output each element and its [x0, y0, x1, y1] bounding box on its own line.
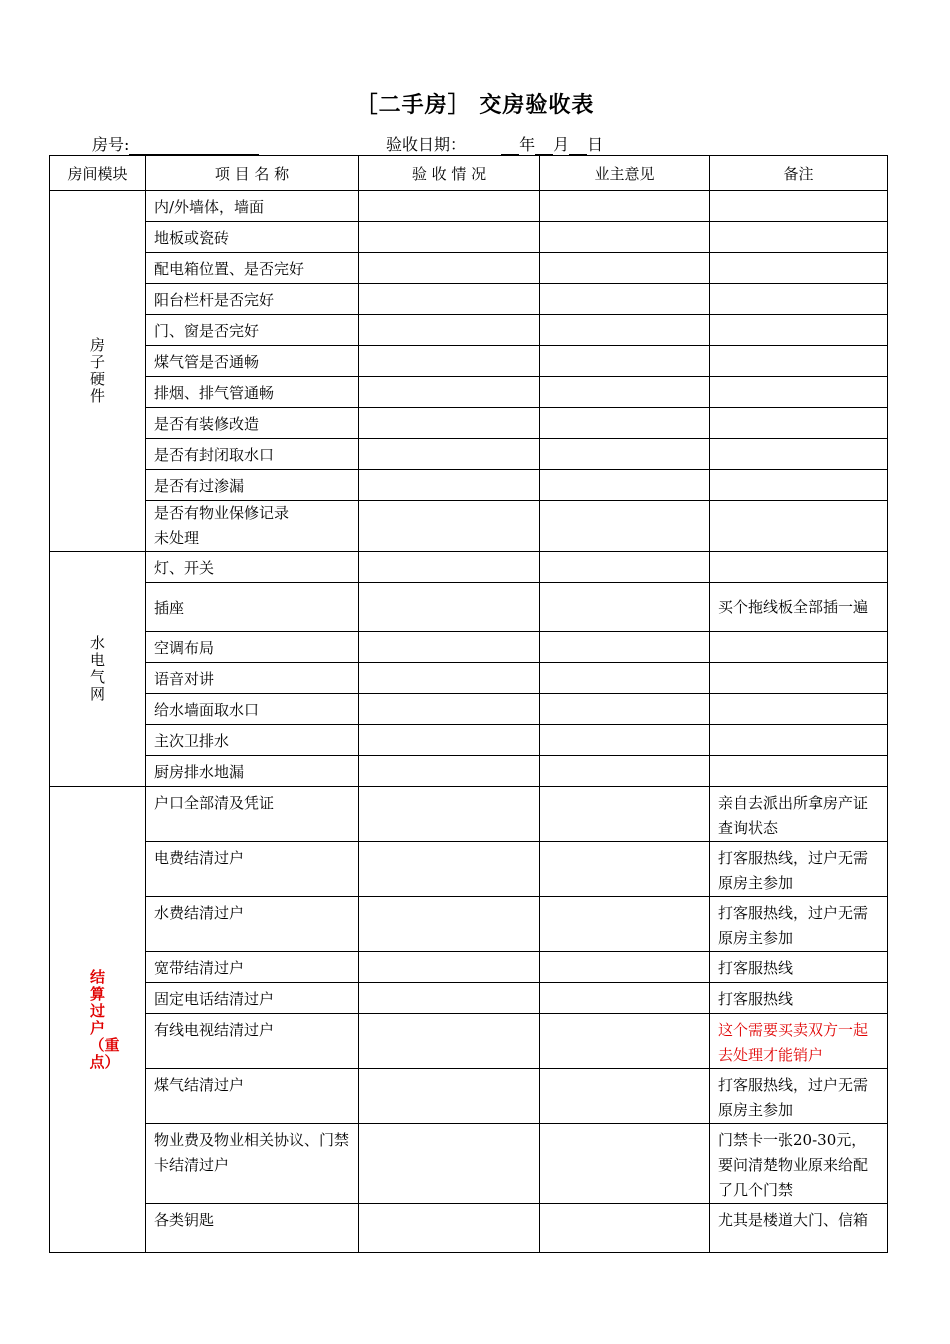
owner-opinion-cell[interactable] [540, 983, 710, 1014]
inspection-cell[interactable] [359, 552, 540, 583]
item-name: 水费结清过户 [146, 897, 359, 952]
owner-opinion-cell[interactable] [540, 694, 710, 725]
owner-opinion-cell[interactable] [540, 501, 710, 552]
owner-opinion-cell[interactable] [540, 408, 710, 439]
table-row [50, 1069, 888, 1124]
note-cell[interactable] [710, 284, 888, 315]
month-blank[interactable] [535, 138, 553, 155]
inspection-cell[interactable] [359, 315, 540, 346]
inspection-cell[interactable] [359, 632, 540, 663]
item-name: 主次卫排水 [146, 725, 359, 756]
owner-opinion-cell[interactable] [540, 222, 710, 253]
table-row [50, 1204, 888, 1253]
item-name: 阳台栏杆是否完好 [146, 284, 359, 315]
note-cell[interactable] [710, 501, 888, 552]
inspection-cell[interactable] [359, 694, 540, 725]
owner-opinion-cell[interactable] [540, 315, 710, 346]
owner-opinion-cell[interactable] [540, 377, 710, 408]
owner-opinion-cell[interactable] [540, 897, 710, 952]
inspection-cell[interactable] [359, 439, 540, 470]
table-row [50, 552, 888, 583]
inspection-cell[interactable] [359, 470, 540, 501]
module-label: 结算过户（重点） [89, 967, 120, 1071]
note-cell[interactable]: 打客服热线，过户无需原房主参加 [710, 1069, 888, 1124]
table-row [50, 470, 888, 501]
table-row [50, 253, 888, 284]
inspection-cell[interactable] [359, 897, 540, 952]
note-cell[interactable] [710, 191, 888, 222]
note-cell[interactable] [710, 315, 888, 346]
inspection-cell[interactable] [359, 725, 540, 756]
inspection-cell[interactable] [359, 1204, 540, 1253]
room-number-label: 房号: [92, 135, 130, 154]
module-cell [50, 552, 146, 787]
owner-opinion-cell[interactable] [540, 470, 710, 501]
inspection-cell[interactable] [359, 377, 540, 408]
item-name: 是否有装修改造 [146, 408, 359, 439]
note-cell[interactable]: 门禁卡一张20-30元，要问清楚物业原来给配了几个门禁 [710, 1124, 888, 1204]
table-row [50, 408, 888, 439]
owner-opinion-cell[interactable] [540, 284, 710, 315]
inspection-cell[interactable] [359, 222, 540, 253]
table-row [50, 284, 888, 315]
note-cell[interactable]: 买个拖线板全部插一遍 [710, 583, 888, 632]
inspection-date-field[interactable] [386, 132, 603, 155]
table-row [50, 787, 888, 842]
item-name: 是否有物业保修记录 未处理 [146, 501, 359, 552]
item-name: 空调布局 [146, 632, 359, 663]
note-cell[interactable] [710, 632, 888, 663]
column-header: 验 收 情 况 [359, 156, 540, 191]
module-cell [50, 191, 146, 552]
note-cell[interactable] [710, 756, 888, 787]
inspection-cell[interactable] [359, 284, 540, 315]
item-name: 是否有封闭取水口 [146, 439, 359, 470]
item-name: 给水墙面取水口 [146, 694, 359, 725]
table-row [50, 632, 888, 663]
table-row [50, 952, 888, 983]
item-name: 门、窗是否完好 [146, 315, 359, 346]
item-name: 地板或瓷砖 [146, 222, 359, 253]
note-cell[interactable] [710, 377, 888, 408]
owner-opinion-cell[interactable] [540, 725, 710, 756]
owner-opinion-cell[interactable] [540, 439, 710, 470]
inspection-cell[interactable] [359, 583, 540, 632]
table-row [50, 694, 888, 725]
page-title: ［二手房］ 交房验收表 [355, 92, 595, 118]
table-row [50, 842, 888, 897]
note-cell[interactable] [710, 253, 888, 284]
year-blank[interactable] [501, 138, 519, 155]
day-label: 日 [587, 135, 604, 154]
item-name: 电费结清过户 [146, 842, 359, 897]
owner-opinion-cell[interactable] [540, 1124, 710, 1204]
table-row [50, 725, 888, 756]
module-label: 房子硬件 [89, 336, 105, 405]
item-name: 煤气管是否通畅 [146, 346, 359, 377]
note-cell[interactable]: 亲自去派出所拿房产证查询状态 [710, 787, 888, 842]
owner-opinion-cell[interactable] [540, 632, 710, 663]
table-row [50, 501, 888, 552]
note-cell[interactable] [710, 439, 888, 470]
note-cell[interactable] [710, 408, 888, 439]
note-cell[interactable]: 打客服热线，过户无需原房主参加 [710, 842, 888, 897]
inspection-cell[interactable] [359, 1124, 540, 1204]
inspection-cell[interactable] [359, 501, 540, 552]
item-name: 固定电话结清过户 [146, 983, 359, 1014]
owner-opinion-cell[interactable] [540, 552, 710, 583]
owner-opinion-cell[interactable] [540, 583, 710, 632]
item-name: 物业费及物业相关协议、门禁卡结清过户 [146, 1124, 359, 1204]
note-cell[interactable]: 打客服热线 [710, 983, 888, 1014]
item-name: 是否有过渗漏 [146, 470, 359, 501]
item-name: 各类钥匙 [146, 1204, 359, 1253]
column-header: 备注 [710, 156, 888, 191]
inspection-cell[interactable] [359, 842, 540, 897]
owner-opinion-cell[interactable] [540, 253, 710, 284]
owner-opinion-cell[interactable] [540, 1014, 710, 1069]
inspection-cell[interactable] [359, 756, 540, 787]
item-name: 排烟、排气管通畅 [146, 377, 359, 408]
column-header: 项 目 名 称 [146, 156, 359, 191]
inspection-cell[interactable] [359, 983, 540, 1014]
table-row [50, 315, 888, 346]
day-blank[interactable] [569, 138, 587, 155]
table-row [50, 663, 888, 694]
table-row [50, 583, 888, 632]
inspection-cell[interactable] [359, 787, 540, 842]
note-cell[interactable] [710, 725, 888, 756]
table-row [50, 1124, 888, 1204]
inspection-cell[interactable] [359, 408, 540, 439]
item-name: 配电箱位置、是否完好 [146, 253, 359, 284]
note-cell[interactable] [710, 470, 888, 501]
table-row [50, 439, 888, 470]
inspection-date-label: 验收日期： [386, 135, 467, 154]
item-name: 户口全部清及凭证 [146, 787, 359, 842]
table-row [50, 191, 888, 222]
note-cell[interactable] [710, 663, 888, 694]
column-header: 业主意见 [540, 156, 710, 191]
owner-opinion-cell[interactable] [540, 952, 710, 983]
table-row [50, 377, 888, 408]
note-cell[interactable]: 尤其是楼道大门、信箱 [710, 1204, 888, 1253]
table-row [50, 897, 888, 952]
inspection-cell[interactable] [359, 346, 540, 377]
owner-opinion-cell[interactable] [540, 663, 710, 694]
owner-opinion-cell[interactable] [540, 787, 710, 842]
room-number-blank[interactable] [129, 138, 259, 155]
item-name: 灯、开关 [146, 552, 359, 583]
column-header: 房间模块 [50, 156, 146, 191]
module-label: 水电气网 [89, 634, 105, 703]
inspection-cell[interactable] [359, 253, 540, 284]
item-name: 有线电视结清过户 [146, 1014, 359, 1069]
item-name: 内/外墙体，墙面 [146, 191, 359, 222]
inspection-cell[interactable] [359, 191, 540, 222]
owner-opinion-cell[interactable] [540, 1204, 710, 1253]
owner-opinion-cell[interactable] [540, 756, 710, 787]
inspection-cell[interactable] [359, 663, 540, 694]
table-header-row [50, 156, 888, 191]
owner-opinion-cell[interactable] [540, 191, 710, 222]
note-cell[interactable] [710, 694, 888, 725]
owner-opinion-cell[interactable] [540, 842, 710, 897]
table-row [50, 1014, 888, 1069]
month-label: 月 [553, 135, 570, 154]
inspection-cell[interactable] [359, 952, 540, 983]
table-row [50, 983, 888, 1014]
acceptance-table [49, 155, 888, 1253]
table-row [50, 222, 888, 253]
item-name: 煤气结清过户 [146, 1069, 359, 1124]
owner-opinion-cell[interactable] [540, 1069, 710, 1124]
note-cell[interactable] [710, 346, 888, 377]
note-cell[interactable] [710, 552, 888, 583]
inspection-cell[interactable] [359, 1069, 540, 1124]
item-name: 宽带结清过户 [146, 952, 359, 983]
note-cell[interactable] [710, 222, 888, 253]
inspection-cell[interactable] [359, 1014, 540, 1069]
item-name: 厨房排水地漏 [146, 756, 359, 787]
table-row [50, 346, 888, 377]
note-cell[interactable]: 这个需要买卖双方一起去处理才能销户 [710, 1014, 888, 1069]
room-number-field[interactable] [92, 132, 259, 155]
module-cell [50, 787, 146, 1253]
item-name: 语音对讲 [146, 663, 359, 694]
item-name: 插座 [146, 583, 359, 632]
table-row [50, 756, 888, 787]
note-cell[interactable]: 打客服热线 [710, 952, 888, 983]
owner-opinion-cell[interactable] [540, 346, 710, 377]
note-cell[interactable]: 打客服热线，过户无需原房主参加 [710, 897, 888, 952]
year-label: 年 [519, 135, 536, 154]
